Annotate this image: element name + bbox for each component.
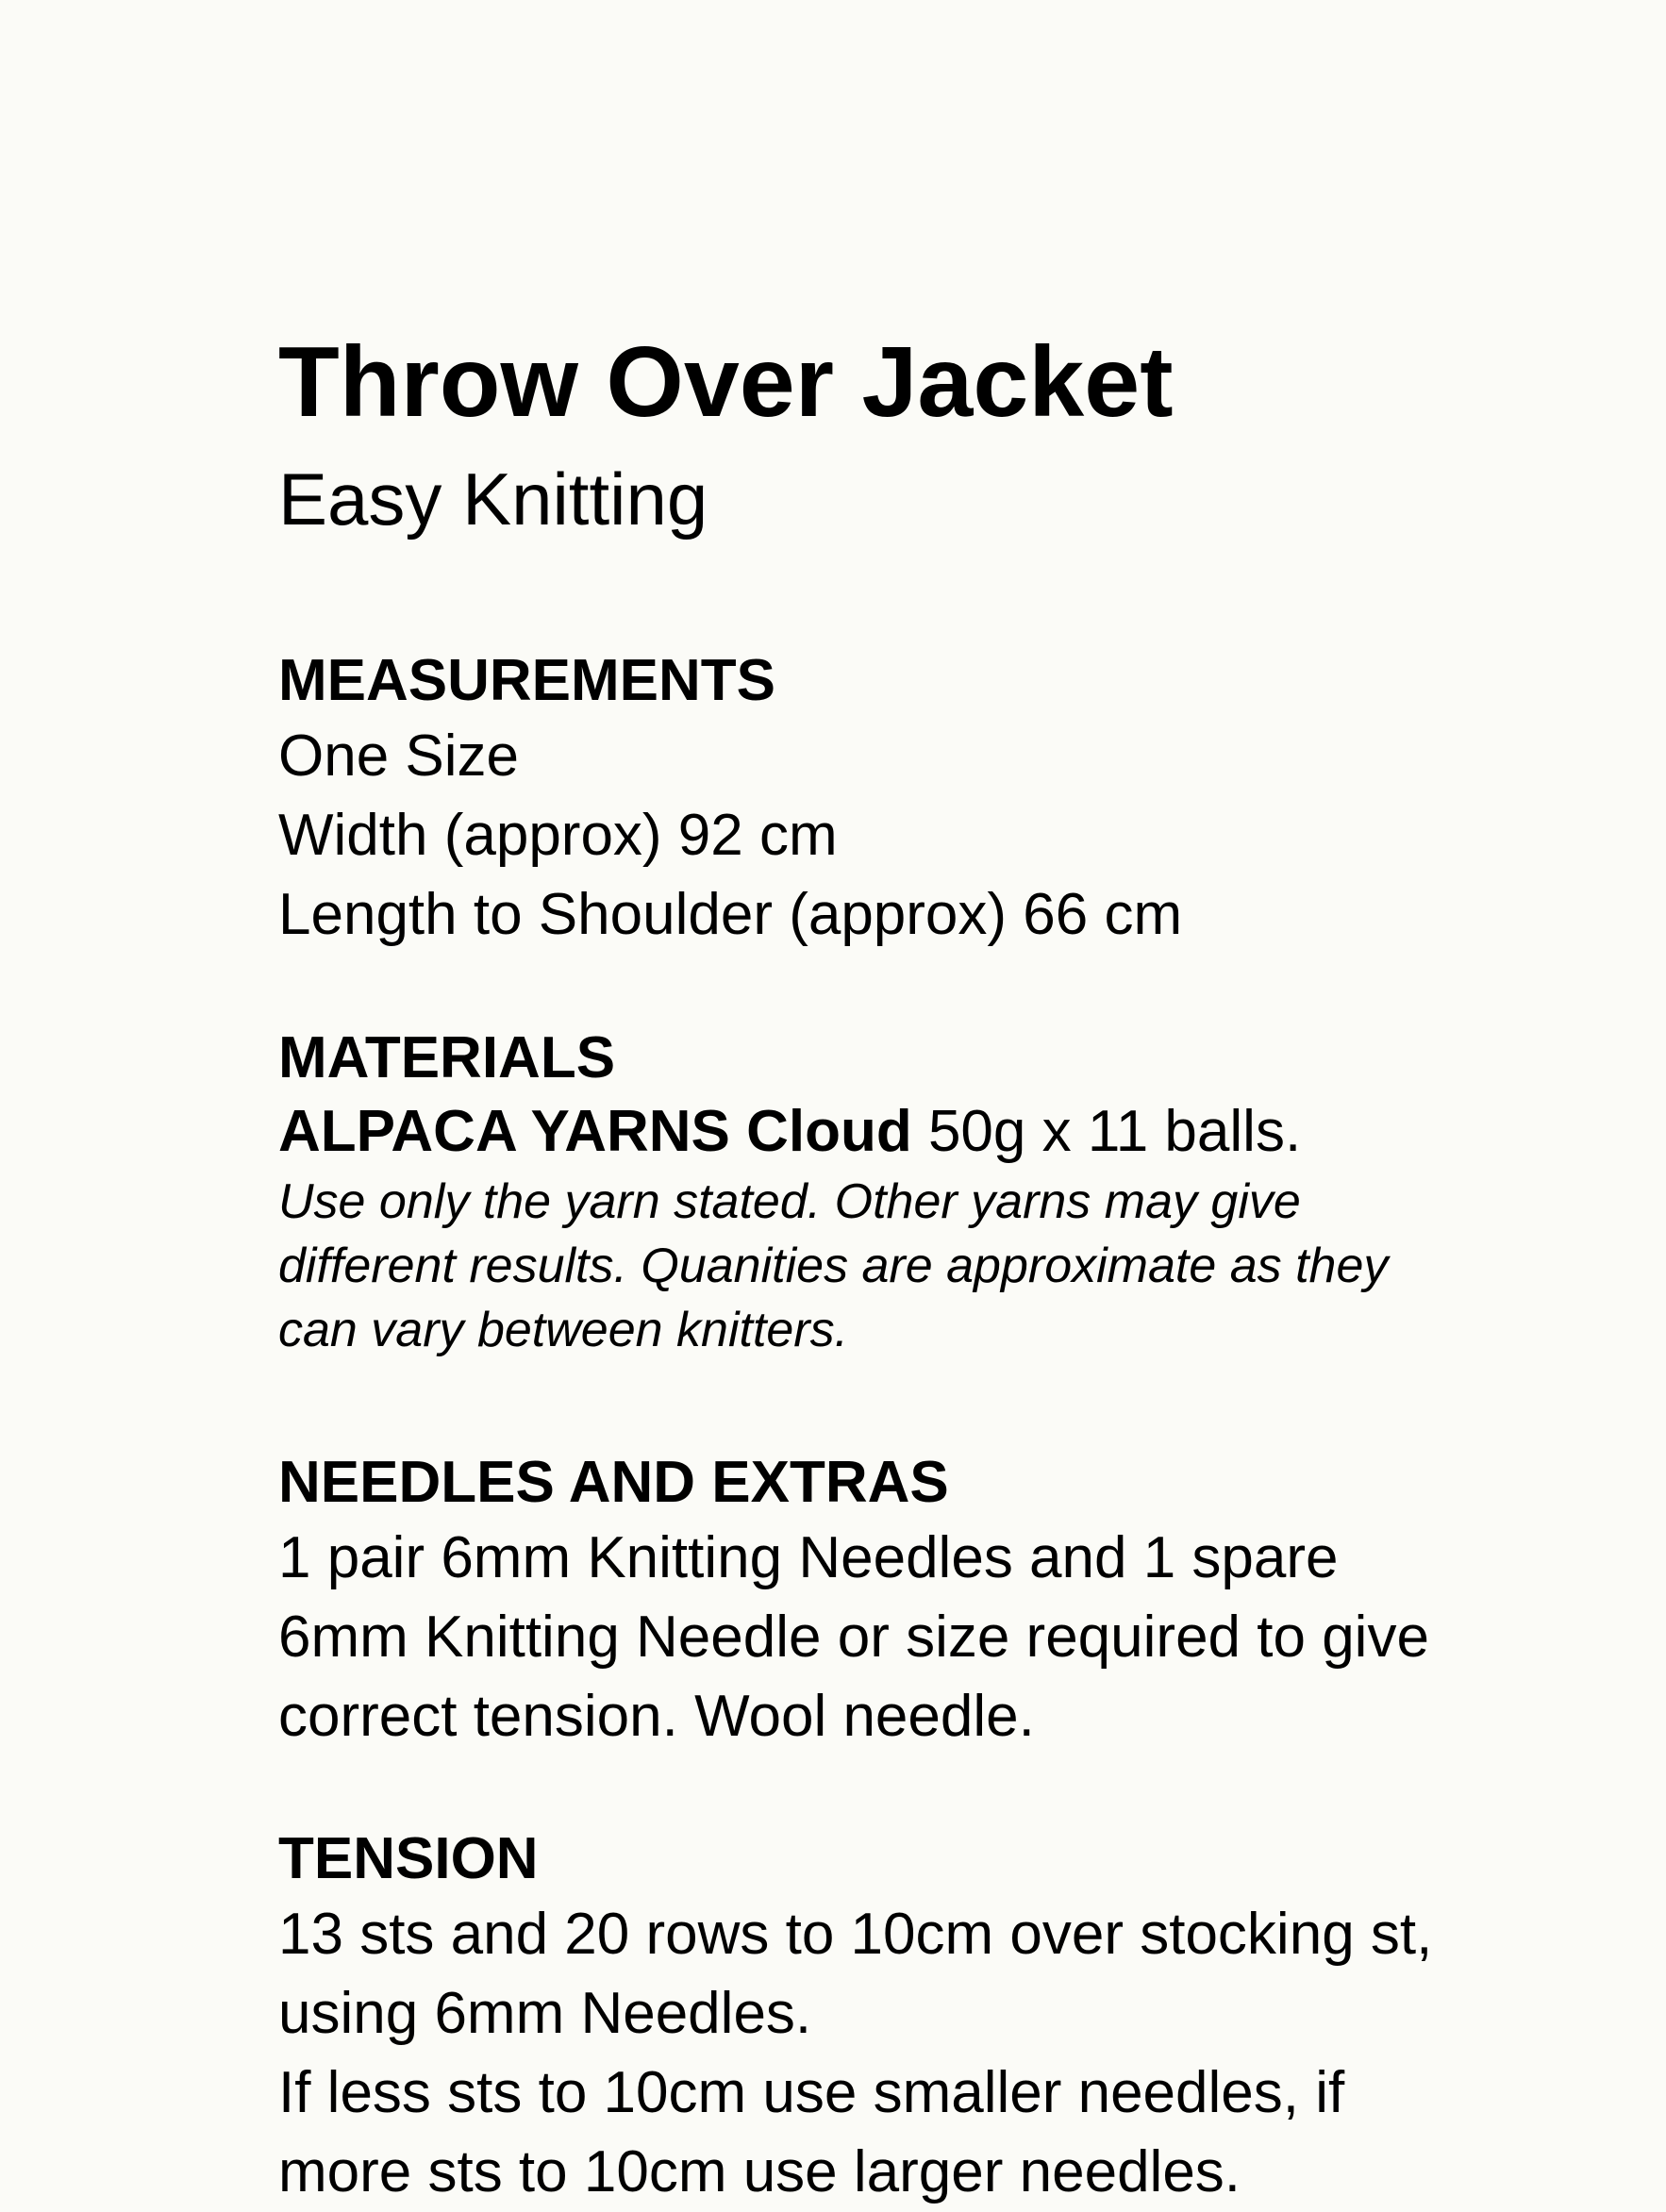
measurement-length: Length to Shoulder (approx) 66 cm [278, 882, 1183, 947]
tension-line: using 6mm Needles. [278, 1981, 812, 2046]
measurement-width: Width (approx) 92 cm [278, 803, 838, 868]
measurement-size: One Size [278, 723, 520, 789]
yarn-note-line: Use only the yarn stated. Other yarns may give [278, 1174, 1301, 1229]
page-subtitle: Easy Knitting [278, 457, 708, 541]
materials-section [278, 1023, 1580, 1362]
needles-section [278, 1447, 1580, 1756]
tension-line: more sts to 10cm use larger needles. [278, 2139, 1241, 2204]
tension-heading: TENSION [278, 1826, 539, 1891]
measurements-heading: MEASUREMENTS [278, 648, 776, 713]
yarn-name: ALPACA YARNS Cloud [278, 1099, 912, 1164]
needles-line: correct tension. Wool needle. [278, 1684, 1035, 1749]
page-title: Throw Over Jacket [278, 326, 1174, 438]
tension-line: 13 sts and 20 rows to 10cm over stocking st, [278, 1902, 1433, 1967]
materials-yarn-line [278, 1094, 1580, 1170]
yarn-note-line: different results. Quanities are approximate as they [278, 1239, 1389, 1293]
materials-heading: MATERIALS [278, 1025, 616, 1090]
tension-section [278, 1823, 1580, 2212]
needles-heading: NEEDLES AND EXTRAS [278, 1450, 949, 1515]
needles-line: 1 pair 6mm Knitting Needles and 1 spare [278, 1525, 1339, 1590]
yarn-quantity: 50g x 11 balls. [927, 1099, 1302, 1164]
tension-line: If less sts to 10cm use smaller needles, if [278, 2060, 1345, 2125]
needles-line: 6mm Knitting Needle or size required to give [278, 1605, 1429, 1670]
measurements-section [278, 645, 1580, 955]
yarn-note-line: can vary between knitters. [278, 1303, 849, 1357]
